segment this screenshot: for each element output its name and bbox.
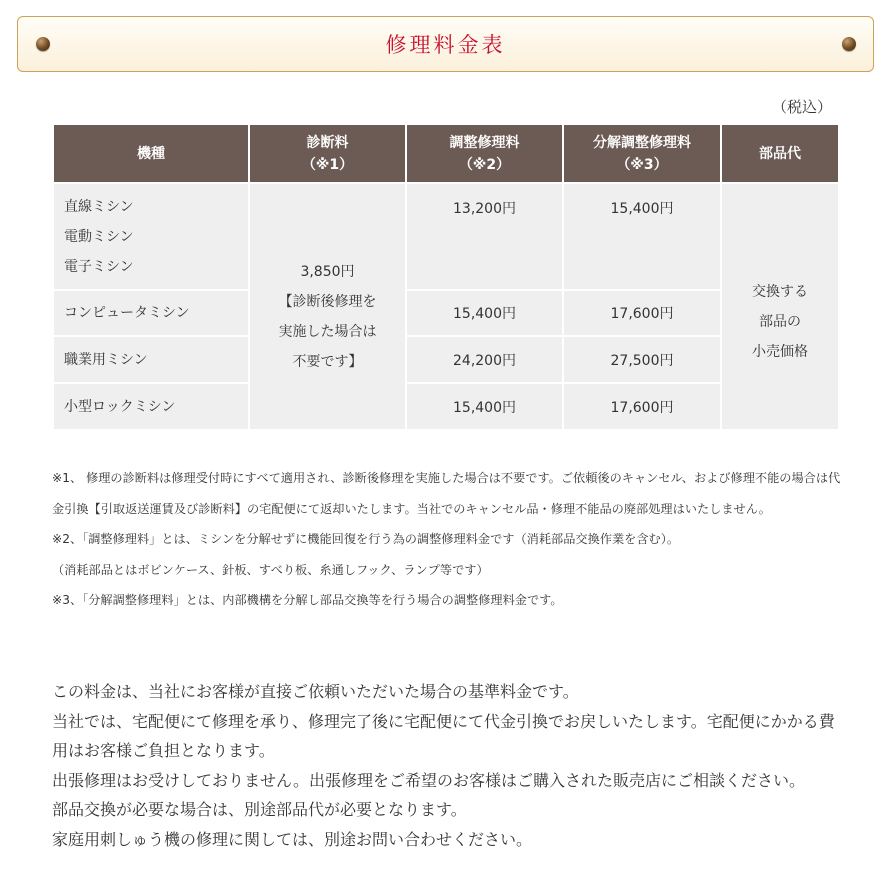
parts-fee-cell: 交換する 部品の 小売価格: [721, 183, 839, 430]
adjust-fee-cell: 24,200円: [406, 336, 563, 383]
footnote-1: ※1、 修理の診断料は修理受付時にすべて適用され、診断後修理を実施した場合は不要です。ご依頼後のキャンセル、および修理不能の場合は代金引換【引取返送運賃及び診断料】の宅配便にて返却いたします。当社でのキャンセル品・修理不能品の廃部処理はいたしません。: [52, 471, 841, 516]
disassembly-fee-cell: 15,400円: [563, 183, 721, 290]
rivet-right-icon: [842, 37, 856, 51]
paragraph: 家庭用刺しゅう機の修理に関しては、別途お問い合わせください。: [52, 829, 533, 849]
repair-price-table: [52, 123, 840, 431]
header-disassembly: 分解調整修理料 （※3）: [563, 124, 721, 183]
pricing-explanation: [52, 677, 842, 854]
tax-included-note: （税込）: [771, 98, 832, 116]
disassembly-fee-cell: 17,600円: [563, 383, 721, 430]
footnote-3: ※3、「分解調整修理料」とは、内部機構を分解し部品交換等を行う場合の調整修理料金です。: [52, 593, 563, 607]
title-banner: [17, 16, 874, 72]
table-header-row: [53, 124, 839, 183]
model-cell: 直線ミシン 電動ミシン 電子ミシン: [53, 183, 249, 290]
header-model: 機種: [53, 124, 249, 183]
paragraph: 出張修理はお受けしておりません。出張修理をご希望のお客様はご購入された販売店にご相談ください。: [52, 770, 805, 790]
diagnosis-fee-cell: 3,850円 【診断後修理を 実施した場合は 不要です】: [249, 183, 406, 430]
table-row: [53, 183, 839, 290]
footnote-2-detail: （消耗部品とはボビンケース、針板、すべり板、糸通しフック、ランプ等です）: [52, 562, 489, 577]
adjust-fee-cell: 15,400円: [406, 383, 563, 430]
page-title: 修理料金表: [385, 33, 506, 57]
adjust-fee-cell: 13,200円: [406, 183, 563, 290]
header-adjust: 調整修理料 （※2）: [406, 124, 563, 183]
adjust-fee-cell: 15,400円: [406, 290, 563, 336]
model-cell: 職業用ミシン: [53, 336, 249, 383]
footnotes: [52, 463, 842, 616]
model-cell: 小型ロックミシン: [53, 383, 249, 430]
disassembly-fee-cell: 17,600円: [563, 290, 721, 336]
header-parts: 部品代: [721, 124, 839, 183]
model-cell: コンピュータミシン: [53, 290, 249, 336]
paragraph: 当社では、宅配便にて修理を承り、修理完了後に宅配便にて代金引換でお戻しいたします。宅配便にかかる費用はお客様ご負担となります。: [52, 711, 835, 760]
header-diagnosis: 診断料 （※1）: [249, 124, 406, 183]
footnote-2: ※2、「調整修理料」とは、ミシンを分解せずに機能回復を行う為の調整修理料金です（消耗部品交換作業を含む）。: [52, 532, 680, 546]
paragraph: 部品交換が必要な場合は、別途部品代が必要となります。: [52, 800, 467, 819]
paragraph: この料金は、当社にお客様が直接ご依頼いただいた場合の基準料金です。: [52, 682, 579, 701]
disassembly-fee-cell: 27,500円: [563, 336, 721, 383]
